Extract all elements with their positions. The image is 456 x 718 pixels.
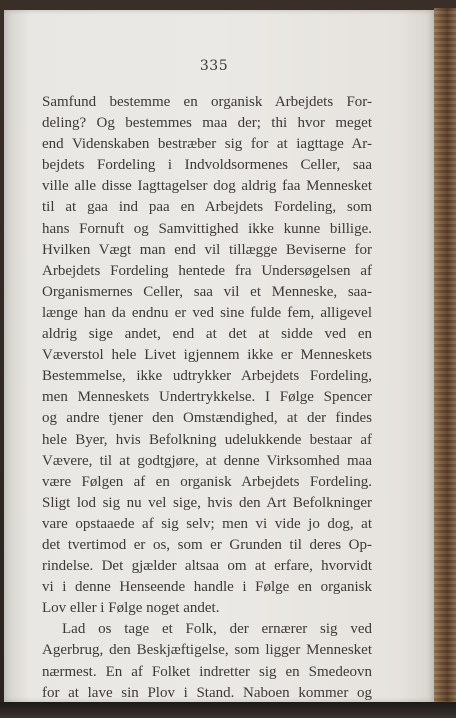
text-line: det tvertimod er os, som er Grunden til deres Op- <box>42 536 372 553</box>
text-line: rindelse. Det gjælder altsaa om at erfare, hvorvidt <box>42 558 372 575</box>
text-line: længe han da endnu er ved sine fulde fem, alligevel <box>42 304 372 321</box>
book-page <box>4 10 434 702</box>
body-text <box>42 92 372 718</box>
text-line: Arbejdets Fordeling hentede fra Undersøgelsen af <box>42 262 372 279</box>
text-line: Lov eller i Følge noget andet. <box>42 600 220 617</box>
text-line: være Følgen af en organisk Arbejdets Fordeling. <box>42 473 372 490</box>
text-line: nærmest. En af Folket indretter sig en Smedeovn <box>42 663 372 680</box>
text-line: og andre tjener den Omstændighed, at der findes <box>42 410 372 427</box>
text-line: Samfund bestemme en organisk Arbejdets For- <box>42 94 372 110</box>
text-line: Bestemmelse, ikke udtrykker Arbejdets Fordeling, <box>42 368 372 385</box>
text-line: deling? Og bestemmes maa der; thi hvor meget <box>42 115 372 132</box>
text-line: hans Fornuft og Samvittighed ikke kunne billige. <box>42 220 372 237</box>
text-line: Lad os tage et Folk, der ernærer sig ved <box>62 621 372 638</box>
text-line: hele Byer, hvis Befolkning udelukkende bestaar af <box>42 431 372 448</box>
text-line: Agerbrug, den Beskjæftigelse, som ligger Mennesket <box>42 642 372 659</box>
text-line: Sligt lod sig nu vel sige, hvis den Art Befolkninger <box>42 494 372 511</box>
bottom-shadow-strip <box>0 702 456 718</box>
text-line: aldrig sige andet, end at det at sidde ved en <box>42 326 372 343</box>
text-line: Organismernes Celler, saa vil et Menneske, saa- <box>42 283 372 300</box>
page-number: 335 <box>199 58 229 74</box>
text-line: vi i denne Henseende handle i Følge en organisk <box>42 579 372 596</box>
text-line: Vævere, til at godtgjøre, at denne Virksomhed maa <box>42 452 372 469</box>
text-line: for at lave sin Plov i Stand. Naboen kommer og <box>42 684 372 701</box>
text-line: Væverstol hele Livet igjennem ikke er Menneskets <box>42 347 372 364</box>
text-line: end Videnskaben bestræber sig for at iagttage Ar- <box>42 136 372 153</box>
text-line: vare opstaaede af sig selv; men vi vide jo dog, at <box>42 515 372 532</box>
text-line: til at gaa ind paa en Arbejdets Fordeling, som <box>42 199 372 216</box>
text-line: ville alle disse Iagttagelser dog aldrig faa Mennesket <box>42 178 372 195</box>
text-line: Hvilken Vægt man end vil tillægge Beviserne for <box>42 241 372 258</box>
text-line: bejdets Fordeling i Indvoldsormenes Celler, saa <box>42 157 372 174</box>
text-line: men Menneskets Undertrykkelse. I Følge Spencer <box>42 389 372 406</box>
book-page-edges <box>434 8 456 708</box>
